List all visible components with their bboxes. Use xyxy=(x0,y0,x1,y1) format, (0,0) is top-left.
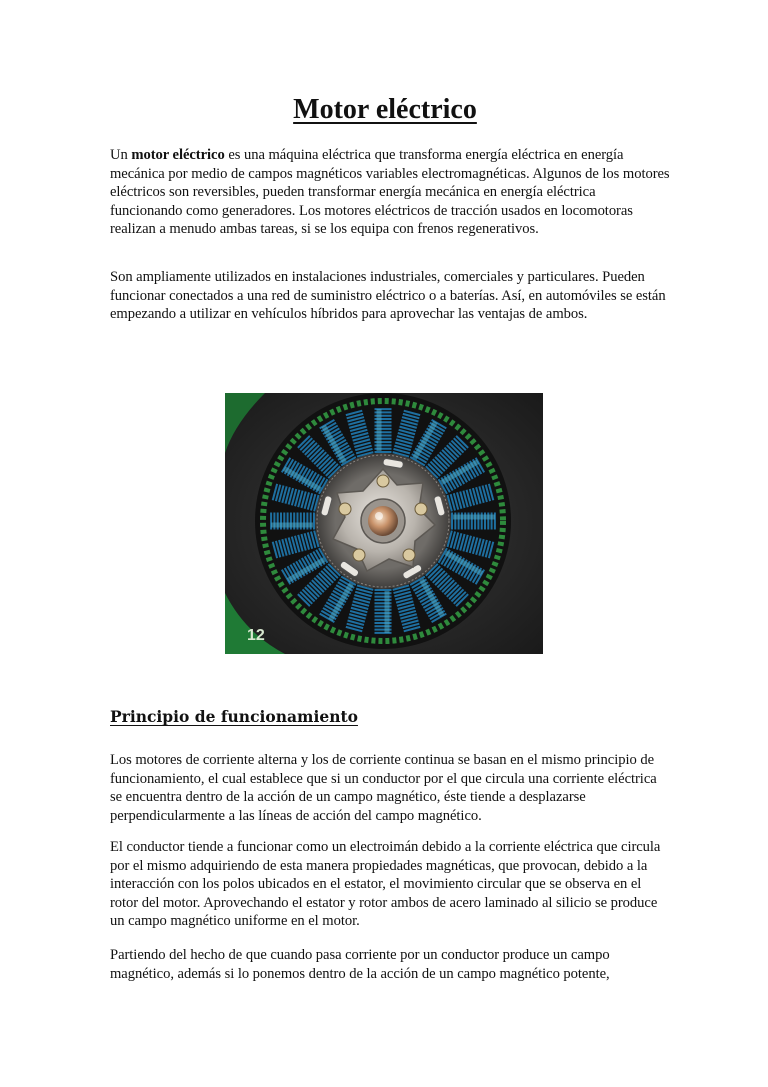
stator xyxy=(255,393,511,649)
shaft-highlight xyxy=(375,512,383,520)
intro-bold-term: motor eléctrico xyxy=(131,147,225,163)
section-paragraph-1: Los motores de corriente alterna y los de corriente continua se basan en el mismo principio de funcionamiento, el cual establece que si un conductor por el que circula una corriente eléctrica se encuentra dentro de la acción de un campo magnético, éste tiende a desplazarse perpendicularmente a las líneas de acción del campo magnético. xyxy=(110,752,657,824)
intro-paragraph xyxy=(110,146,670,239)
motor-stator-photo xyxy=(225,393,543,654)
motor-illustration xyxy=(225,393,543,654)
section-paragraph-3: Partiendo del hecho de que cuando pasa corriente por un conductor produce un campo magnético, además si lo ponemos dentro de la acción de un campo magnético potente, xyxy=(110,947,610,982)
usage-paragraph: Son ampliamente utilizados en instalaciones industriales, comerciales y particulares. Pueden funcionar conectados a una red de suministro eléctrico o a baterías. Así, en automóviles se están empezando a utilizar en vehículos híbridos para aprovechar las ventajas de ambos. xyxy=(110,269,666,323)
section-paragraph-2: El conductor tiende a funcionar como un electroimán debido a la corriente eléctrica que circula por el mismo adquiriendo de esta manera propiedades magnéticas, que provocan, debido a la interacción con los polos ubicados en el estator, el movimiento circular que se observa en el rotor del motor. Aprovechando el estator y rotor ambos de acero laminado al silicio se produce un campo magnético uniforme en el motor. xyxy=(110,839,661,930)
page-title: Motor eléctrico xyxy=(293,94,477,125)
shaft-core xyxy=(368,506,398,536)
intro-lead: Un xyxy=(110,147,132,163)
section-heading: Principio de funcionamiento xyxy=(110,707,358,726)
intro-rest: es una máquina eléctrica que transforma energía eléctrica en energía mecánica por medio de campos magnéticos variables electromagnéticas. Algunos de los motores eléctricos son reversibles, pueden transformar energía mecánica en energía eléctrica funcionando como generadores. Los motores eléctricos de tracción usados en locomotoras realizan a menudo ambas tareas, si se los equipa con frenos regenerativos. xyxy=(110,147,670,238)
pcb-label: 12 xyxy=(247,627,265,644)
